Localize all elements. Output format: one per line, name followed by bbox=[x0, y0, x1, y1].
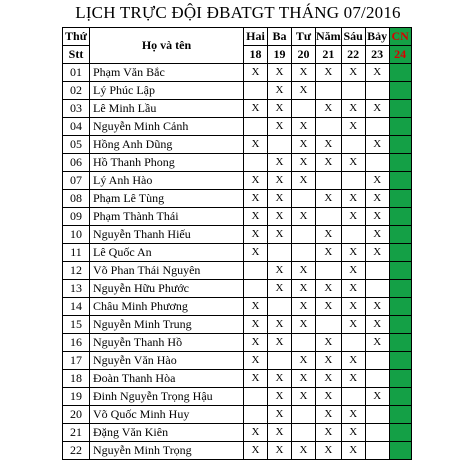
row-number: 15 bbox=[63, 316, 90, 334]
duty-mark-cell: X bbox=[244, 244, 268, 262]
duty-mark-cell: X bbox=[316, 406, 342, 424]
duty-mark-cell bbox=[268, 136, 292, 154]
duty-mark-cell bbox=[341, 334, 365, 352]
officer-name: Nguyễn Văn Hào bbox=[90, 352, 244, 370]
table-row bbox=[63, 136, 412, 154]
duty-mark-cell bbox=[244, 154, 268, 172]
name-column-header: Họ và tên bbox=[90, 28, 244, 64]
officer-name: Đoàn Thanh Hòa bbox=[90, 370, 244, 388]
duty-mark-cell: X bbox=[244, 226, 268, 244]
stt-header-top: Thứ bbox=[63, 28, 90, 46]
duty-mark-cell: X bbox=[365, 100, 389, 118]
table-row bbox=[63, 334, 412, 352]
duty-mark-cell bbox=[268, 352, 292, 370]
duty-mark-cell bbox=[341, 172, 365, 190]
sunday-cell bbox=[389, 100, 411, 118]
duty-mark-cell: X bbox=[316, 334, 342, 352]
table-row bbox=[63, 226, 412, 244]
duty-mark-cell bbox=[316, 82, 342, 100]
sunday-cell bbox=[389, 388, 411, 406]
duty-mark-cell: X bbox=[292, 136, 316, 154]
duty-mark-cell: X bbox=[341, 442, 365, 460]
duty-mark-cell: X bbox=[244, 316, 268, 334]
duty-mark-cell bbox=[316, 208, 342, 226]
duty-mark-cell bbox=[244, 262, 268, 280]
officer-name: Nguyễn Minh Trọng bbox=[90, 442, 244, 460]
duty-mark-cell: X bbox=[341, 370, 365, 388]
duty-mark-cell bbox=[365, 352, 389, 370]
officer-name: Châu Minh Phương bbox=[90, 298, 244, 316]
duty-mark-cell: X bbox=[341, 208, 365, 226]
duty-mark-cell bbox=[341, 388, 365, 406]
duty-mark-cell: X bbox=[244, 208, 268, 226]
weekday-header: Tư bbox=[292, 28, 316, 46]
duty-mark-cell: X bbox=[292, 280, 316, 298]
duty-mark-cell bbox=[341, 136, 365, 154]
duty-mark-cell: X bbox=[341, 100, 365, 118]
duty-mark-cell: X bbox=[365, 64, 389, 82]
duty-mark-cell: X bbox=[268, 118, 292, 136]
duty-mark-cell: X bbox=[365, 208, 389, 226]
duty-mark-cell: X bbox=[341, 424, 365, 442]
row-number: 08 bbox=[63, 190, 90, 208]
duty-roster-table bbox=[62, 27, 412, 460]
duty-mark-cell: X bbox=[268, 208, 292, 226]
stt-header-bottom: Stt bbox=[63, 46, 90, 64]
duty-mark-cell: X bbox=[316, 352, 342, 370]
sunday-cell bbox=[389, 226, 411, 244]
duty-mark-cell: X bbox=[244, 172, 268, 190]
duty-mark-cell: X bbox=[365, 136, 389, 154]
sunday-cell bbox=[389, 136, 411, 154]
officer-name: Lê Minh Lầu bbox=[90, 100, 244, 118]
row-number: 02 bbox=[63, 82, 90, 100]
duty-mark-cell: X bbox=[316, 136, 342, 154]
duty-mark-cell: X bbox=[316, 226, 342, 244]
table-row bbox=[63, 244, 412, 262]
duty-mark-cell: X bbox=[268, 280, 292, 298]
duty-mark-cell: X bbox=[244, 352, 268, 370]
duty-mark-cell: X bbox=[316, 190, 342, 208]
roster-body bbox=[63, 28, 412, 460]
duty-mark-cell: X bbox=[316, 244, 342, 262]
table-row bbox=[63, 280, 412, 298]
duty-mark-cell: X bbox=[292, 316, 316, 334]
duty-mark-cell bbox=[341, 226, 365, 244]
row-number: 01 bbox=[63, 64, 90, 82]
duty-mark-cell: X bbox=[268, 334, 292, 352]
duty-mark-cell bbox=[268, 298, 292, 316]
table-row bbox=[63, 352, 412, 370]
duty-mark-cell: X bbox=[341, 316, 365, 334]
row-number: 12 bbox=[63, 262, 90, 280]
table-row bbox=[63, 100, 412, 118]
sunday-cell bbox=[389, 172, 411, 190]
duty-mark-cell: X bbox=[316, 100, 342, 118]
table-row bbox=[63, 298, 412, 316]
duty-mark-cell bbox=[244, 388, 268, 406]
row-number: 05 bbox=[63, 136, 90, 154]
duty-mark-cell bbox=[316, 316, 342, 334]
row-number: 04 bbox=[63, 118, 90, 136]
officer-name: Đặng Văn Kiên bbox=[90, 424, 244, 442]
sunday-cell bbox=[389, 334, 411, 352]
duty-mark-cell: X bbox=[292, 118, 316, 136]
row-number: 03 bbox=[63, 100, 90, 118]
table-row bbox=[63, 424, 412, 442]
table-row bbox=[63, 154, 412, 172]
duty-mark-cell: X bbox=[365, 226, 389, 244]
header-row-weekdays bbox=[63, 28, 412, 46]
duty-mark-cell: X bbox=[341, 154, 365, 172]
duty-mark-cell: X bbox=[316, 388, 342, 406]
table-row bbox=[63, 262, 412, 280]
duty-mark-cell bbox=[365, 154, 389, 172]
date-header: 21 bbox=[316, 46, 342, 64]
officer-name: Nguyễn Thanh Hiếu bbox=[90, 226, 244, 244]
date-header: 19 bbox=[268, 46, 292, 64]
duty-mark-cell: X bbox=[268, 388, 292, 406]
duty-mark-cell: X bbox=[244, 298, 268, 316]
duty-mark-cell: X bbox=[341, 406, 365, 424]
sunday-cell bbox=[389, 442, 411, 460]
duty-mark-cell: X bbox=[316, 154, 342, 172]
officer-name: Nguyễn Thanh Hồ bbox=[90, 334, 244, 352]
row-number: 16 bbox=[63, 334, 90, 352]
duty-mark-cell: X bbox=[268, 442, 292, 460]
duty-mark-cell bbox=[292, 424, 316, 442]
weekday-header: Hai bbox=[244, 28, 268, 46]
duty-mark-cell: X bbox=[268, 64, 292, 82]
sunday-cell bbox=[389, 82, 411, 100]
sunday-cell bbox=[389, 424, 411, 442]
row-number: 10 bbox=[63, 226, 90, 244]
duty-mark-cell bbox=[244, 406, 268, 424]
row-number: 20 bbox=[63, 406, 90, 424]
row-number: 13 bbox=[63, 280, 90, 298]
weekday-header: Sáu bbox=[341, 28, 365, 46]
duty-mark-cell bbox=[244, 280, 268, 298]
duty-mark-cell bbox=[365, 442, 389, 460]
row-number: 22 bbox=[63, 442, 90, 460]
officer-name: Phạm Văn Bắc bbox=[90, 64, 244, 82]
duty-mark-cell bbox=[365, 370, 389, 388]
duty-mark-cell: X bbox=[365, 316, 389, 334]
sunday-cell bbox=[389, 118, 411, 136]
duty-mark-cell: X bbox=[365, 190, 389, 208]
duty-mark-cell: X bbox=[316, 442, 342, 460]
row-number: 07 bbox=[63, 172, 90, 190]
duty-mark-cell: X bbox=[292, 370, 316, 388]
duty-mark-cell: X bbox=[244, 424, 268, 442]
duty-mark-cell: X bbox=[244, 100, 268, 118]
duty-mark-cell bbox=[365, 118, 389, 136]
officer-name: Hồng Anh Dũng bbox=[90, 136, 244, 154]
duty-mark-cell: X bbox=[365, 244, 389, 262]
table-row bbox=[63, 64, 412, 82]
row-number: 19 bbox=[63, 388, 90, 406]
weekday-header: Ba bbox=[268, 28, 292, 46]
sunday-cell bbox=[389, 352, 411, 370]
duty-mark-cell: X bbox=[292, 208, 316, 226]
duty-mark-cell bbox=[292, 226, 316, 244]
duty-mark-cell bbox=[268, 244, 292, 262]
duty-mark-cell: X bbox=[268, 154, 292, 172]
duty-mark-cell bbox=[244, 82, 268, 100]
row-number: 17 bbox=[63, 352, 90, 370]
duty-mark-cell: X bbox=[244, 442, 268, 460]
sunday-cell bbox=[389, 64, 411, 82]
officer-name: Phạm Thành Thái bbox=[90, 208, 244, 226]
duty-mark-cell: X bbox=[268, 370, 292, 388]
duty-mark-cell: X bbox=[268, 82, 292, 100]
duty-mark-cell: X bbox=[365, 388, 389, 406]
duty-mark-cell bbox=[365, 280, 389, 298]
duty-mark-cell: X bbox=[341, 298, 365, 316]
table-row bbox=[63, 406, 412, 424]
officer-name: Võ Quốc Minh Huy bbox=[90, 406, 244, 424]
date-header: 22 bbox=[341, 46, 365, 64]
duty-mark-cell: X bbox=[365, 298, 389, 316]
duty-mark-cell bbox=[316, 262, 342, 280]
duty-mark-cell bbox=[292, 100, 316, 118]
duty-mark-cell bbox=[365, 82, 389, 100]
table-row bbox=[63, 118, 412, 136]
sunday-cell bbox=[389, 154, 411, 172]
duty-mark-cell bbox=[292, 406, 316, 424]
duty-mark-cell: X bbox=[316, 280, 342, 298]
table-row bbox=[63, 370, 412, 388]
duty-mark-cell: X bbox=[268, 406, 292, 424]
duty-mark-cell: X bbox=[244, 136, 268, 154]
officer-name: Lý Anh Hào bbox=[90, 172, 244, 190]
officer-name: Đinh Nguyễn Trọng Hậu bbox=[90, 388, 244, 406]
duty-mark-cell: X bbox=[244, 334, 268, 352]
duty-mark-cell: X bbox=[365, 334, 389, 352]
table-row bbox=[63, 190, 412, 208]
duty-mark-cell: X bbox=[292, 82, 316, 100]
table-row bbox=[63, 316, 412, 334]
duty-mark-cell: X bbox=[268, 316, 292, 334]
duty-mark-cell bbox=[365, 262, 389, 280]
duty-mark-cell bbox=[341, 82, 365, 100]
duty-mark-cell: X bbox=[292, 262, 316, 280]
duty-mark-cell bbox=[365, 406, 389, 424]
duty-mark-cell: X bbox=[268, 226, 292, 244]
duty-mark-cell: X bbox=[268, 262, 292, 280]
duty-mark-cell: X bbox=[341, 64, 365, 82]
date-header: 20 bbox=[292, 46, 316, 64]
duty-mark-cell: X bbox=[341, 190, 365, 208]
duty-mark-cell bbox=[365, 424, 389, 442]
duty-mark-cell: X bbox=[292, 298, 316, 316]
duty-mark-cell bbox=[244, 118, 268, 136]
duty-mark-cell: X bbox=[341, 352, 365, 370]
row-number: 06 bbox=[63, 154, 90, 172]
duty-mark-cell: X bbox=[268, 424, 292, 442]
sunday-cell bbox=[389, 262, 411, 280]
duty-mark-cell: X bbox=[341, 118, 365, 136]
officer-name: Lê Quốc An bbox=[90, 244, 244, 262]
duty-mark-cell bbox=[292, 244, 316, 262]
sunday-cell bbox=[389, 370, 411, 388]
date-header: 18 bbox=[244, 46, 268, 64]
sunday-cell bbox=[389, 244, 411, 262]
duty-mark-cell: X bbox=[316, 424, 342, 442]
duty-mark-cell: X bbox=[292, 442, 316, 460]
duty-mark-cell: X bbox=[244, 190, 268, 208]
sunday-cell bbox=[389, 280, 411, 298]
weekday-header: Bảy bbox=[365, 28, 389, 46]
sunday-cell bbox=[389, 190, 411, 208]
duty-mark-cell: X bbox=[292, 388, 316, 406]
table-row bbox=[63, 82, 412, 100]
duty-mark-cell: X bbox=[268, 100, 292, 118]
duty-mark-cell: X bbox=[244, 64, 268, 82]
officer-name: Nguyễn Hữu Phước bbox=[90, 280, 244, 298]
sunday-cell bbox=[389, 406, 411, 424]
officer-name: Lý Phúc Lập bbox=[90, 82, 244, 100]
duty-mark-cell bbox=[316, 118, 342, 136]
row-number: 11 bbox=[63, 244, 90, 262]
weekday-header: Năm bbox=[316, 28, 342, 46]
row-number: 21 bbox=[63, 424, 90, 442]
sunday-cell bbox=[389, 316, 411, 334]
table-row bbox=[63, 172, 412, 190]
row-number: 18 bbox=[63, 370, 90, 388]
table-row bbox=[63, 208, 412, 226]
officer-name: Phạm Lê Tùng bbox=[90, 190, 244, 208]
duty-mark-cell: X bbox=[292, 64, 316, 82]
sunday-cell bbox=[389, 298, 411, 316]
duty-mark-cell: X bbox=[341, 262, 365, 280]
officer-name: Nguyễn Minh Cảnh bbox=[90, 118, 244, 136]
page-title: LỊCH TRỰC ĐỘI ĐBATGT THÁNG 07/2016 bbox=[75, 3, 401, 22]
date-header: 23 bbox=[365, 46, 389, 64]
table-row bbox=[63, 388, 412, 406]
table-row bbox=[63, 442, 412, 460]
row-number: 09 bbox=[63, 208, 90, 226]
duty-mark-cell: X bbox=[292, 172, 316, 190]
officer-name: Nguyễn Minh Trung bbox=[90, 316, 244, 334]
row-number: 14 bbox=[63, 298, 90, 316]
duty-mark-cell: X bbox=[341, 244, 365, 262]
duty-mark-cell bbox=[316, 172, 342, 190]
officer-name: Hồ Thanh Phong bbox=[90, 154, 244, 172]
duty-mark-cell: X bbox=[316, 64, 342, 82]
sunday-cell bbox=[389, 208, 411, 226]
duty-mark-cell: X bbox=[268, 172, 292, 190]
duty-mark-cell: X bbox=[316, 298, 342, 316]
duty-mark-cell: X bbox=[365, 172, 389, 190]
duty-mark-cell: X bbox=[341, 280, 365, 298]
duty-mark-cell: X bbox=[268, 190, 292, 208]
duty-mark-cell: X bbox=[316, 370, 342, 388]
duty-mark-cell: X bbox=[244, 370, 268, 388]
sunday-weekday-header: CN bbox=[389, 28, 411, 46]
officer-name: Võ Phan Thái Nguyên bbox=[90, 262, 244, 280]
duty-mark-cell: X bbox=[292, 352, 316, 370]
sunday-date-header: 24 bbox=[389, 46, 411, 64]
duty-mark-cell bbox=[292, 334, 316, 352]
duty-mark-cell: X bbox=[292, 154, 316, 172]
duty-mark-cell bbox=[292, 190, 316, 208]
